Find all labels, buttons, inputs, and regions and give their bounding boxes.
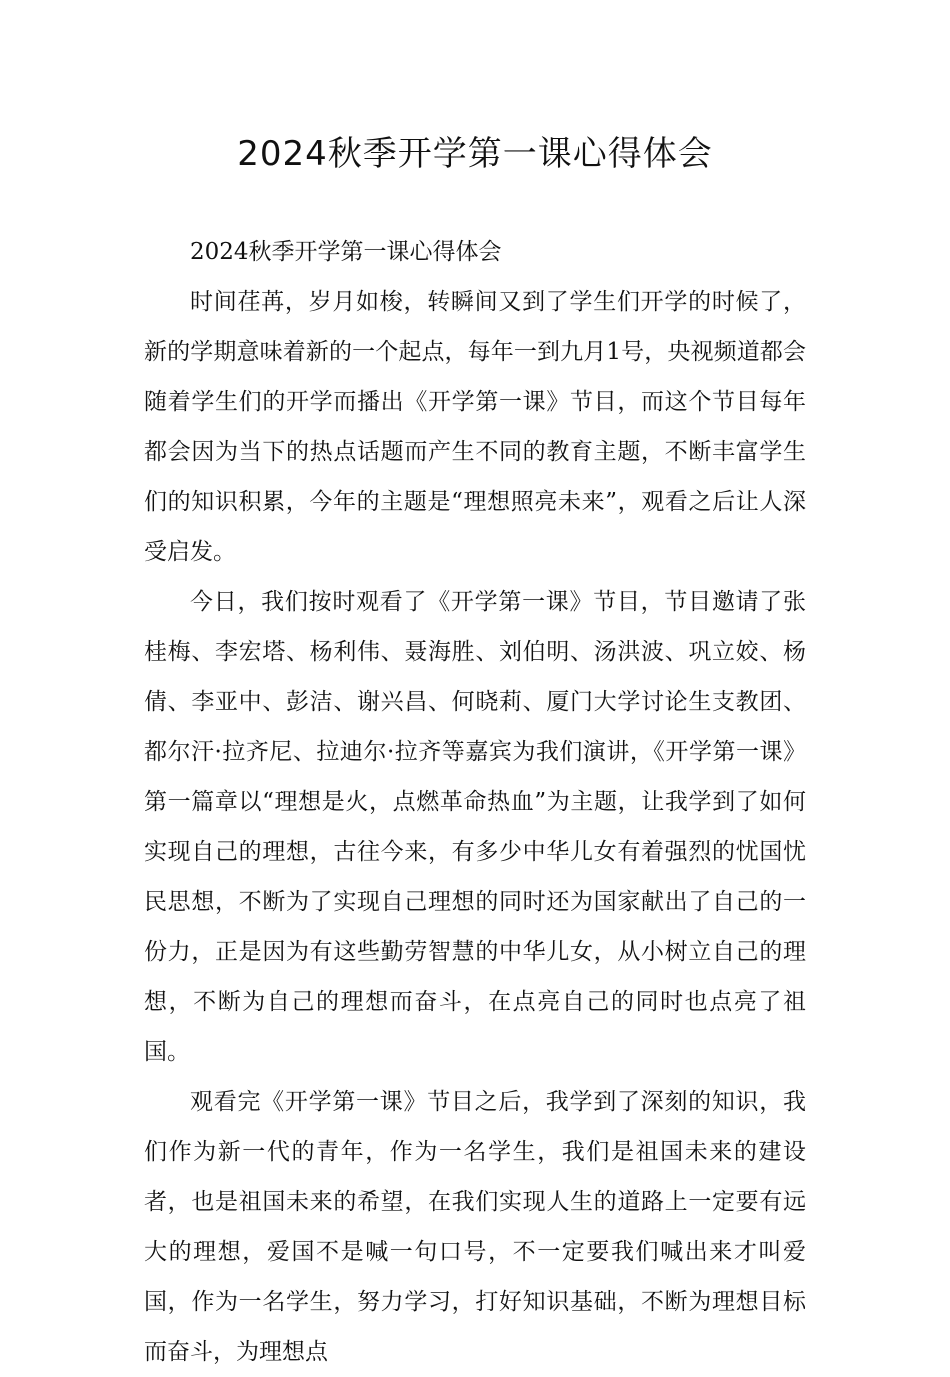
document-title: 2024秋季开学第一课心得体会 <box>237 134 713 174</box>
paragraph-intro: 时间荏苒，岁月如梭，转瞬间又到了学生们开学的时候了，新的学期意味着新的一个起点，每年一到九月1号，央视频道都会随着学生们的开学而播出《开学第一课》节目，而这个节目每年都会因为当下的热点话题而产生不同的教育主题，不断丰富学生们的知识积累，今年的主题是“理想照亮未来”，观看之后让人深受启发。 <box>144 289 806 565</box>
paragraph-program: 今日，我们按时观看了《开学第一课》节目，节目邀请了张桂梅、李宏塔、杨利伟、聂海胜、刘伯明、汤洪波、巩立姣、杨倩、李亚中、彭洁、谢兴昌、何晓莉、厦门大学讨论生支教团、都尔汗·拉齐尼、拉迪尔·拉齐等嘉宾为我们演讲，《开学第一课》第一篇章以“理想是火，点燃革命热血”为主题，让我学到了如何实现自己的理想，古往今来，有多少中华儿女有着强烈的忧国忧民思想，不断为了实现自己理想的同时还为国家献出了自己的一份力，正是因为有这些勤劳智慧的中华儿女，从小树立自己的理想，不断为自己的理想而奋斗，在点亮自己的同时也点亮了祖国。 <box>144 589 806 1065</box>
document-body <box>144 227 806 1377</box>
paragraph-reflection: 观看完《开学第一课》节目之后，我学到了深刻的知识，我们作为新一代的青年，作为一名学生，我们是祖国未来的建设者，也是祖国未来的希望，在我们实现人生的道路上一定要有远大的理想，爱国不是喊一句口号，不一定要我们喊出来才叫爱国，作为一名学生，努力学习，打好知识基础，不断为理想目标而奋斗，为理想点 <box>144 1089 806 1365</box>
paragraph-subtitle: 2024秋季开学第一课心得体会 <box>190 239 502 265</box>
